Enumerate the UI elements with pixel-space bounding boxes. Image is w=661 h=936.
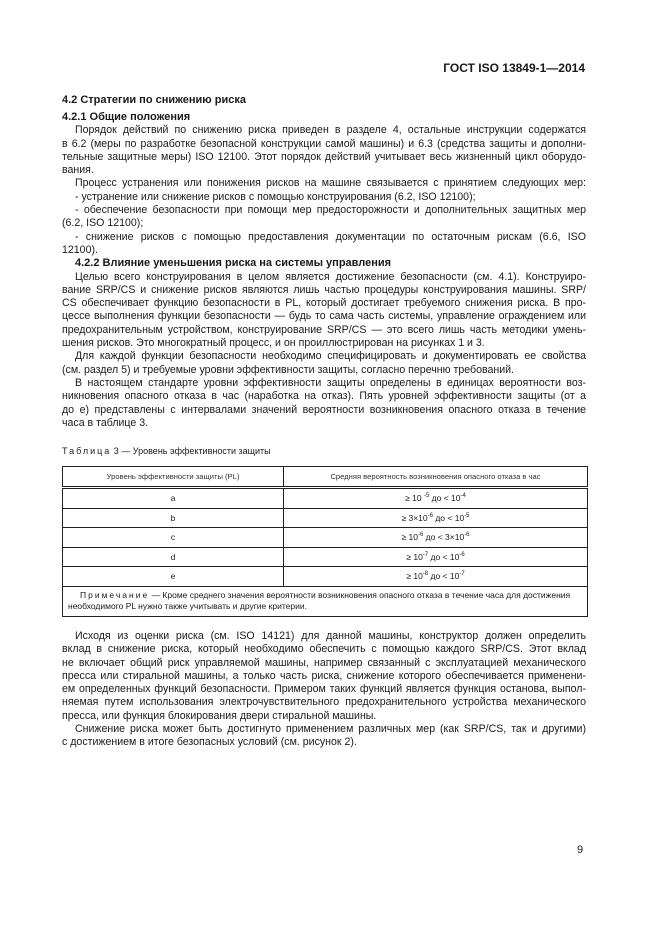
value-text: ≥ 10 <box>406 571 423 582</box>
note-label: Примечание <box>80 589 150 600</box>
table-row <box>63 528 588 548</box>
text-line: (см. раздел 5) и требуемые уровни эффективности защиты, согласно перечню требований. <box>62 363 514 376</box>
text-line: в 6.2 (меры по разработке безопасной конструкции самой машины) и 6.3 (средства защиты и дополни- <box>62 137 586 150</box>
value-text: ≥ 10 <box>405 493 424 504</box>
text-line: Процесс устранения или понижения рисков на машине связывается с принятием следующих мер: <box>75 177 586 190</box>
value-text: до < 10 <box>428 551 460 562</box>
exponent: -7 <box>422 551 429 558</box>
header-pl: Уровень эффективности защиты (PL) <box>63 467 284 488</box>
pl-cell: e <box>63 567 284 587</box>
text-line: тельные защитные меры) ISO 12100. Этот порядок действий учитывает весь жизненный цикл оборудо- <box>62 150 586 163</box>
exponent: -7 <box>459 571 465 578</box>
table-note-row <box>63 586 588 616</box>
probability-cell <box>284 488 588 509</box>
table-caption <box>62 446 271 456</box>
text-line: (6.2, ISO 12100); <box>62 217 144 230</box>
value-text: до < 10 <box>428 571 460 582</box>
pl-cell: b <box>63 508 284 528</box>
probability-cell <box>284 547 588 567</box>
body-text-block <box>62 111 586 430</box>
text-line: - обеспечение безопасности при помощи мер предосторожности и дополнительных защитных мер <box>75 204 586 217</box>
exponent: -6 <box>427 512 433 519</box>
table-row <box>63 488 588 509</box>
exponent: -5 <box>423 493 430 500</box>
text-line: Снижение риска может быть достигнуто применением различных мер (как SRP/CS, так и другими) <box>75 723 586 736</box>
value-text: до < 3×10 <box>423 532 465 543</box>
section-heading: 4.2.1 Общие положения <box>62 111 191 123</box>
text-line: пресса, или функция блокирования двери стиральной машины. <box>62 709 377 722</box>
text-line: няемая путем использования электрочувствительного предохранительного устройства механического <box>62 696 586 709</box>
pl-cell: d <box>63 547 284 567</box>
pl-cell: c <box>63 528 284 548</box>
text-line: ем определенных функций безопасности. Примером таких функций является функция останова, выпол- <box>62 683 586 696</box>
text-line: шения рисков. Это многократный процесс, и он проиллюстрирован на рисунках 1 и 3. <box>62 337 485 350</box>
text-line: с достижением в итоге безопасных условий (см. рисунок 2). <box>62 736 357 749</box>
exponent: -8 <box>422 571 429 578</box>
text-line: вклад в снижение риска, который необходимо обеспечить с помощью каждого SRP/CS. Этот вклад <box>62 643 586 656</box>
text-line: предохранительным устройством, конструирование SRP/CS — это всего лишь часть методики умень- <box>62 323 586 336</box>
document-id-header: ГОСТ ISO 13849-1—2014 <box>443 61 585 75</box>
table-row <box>63 508 588 528</box>
text-line: пресса или стиральной машины, а только часть риска, снижение которого обеспечивается применени- <box>62 669 586 682</box>
caption-title: 3 — Уровень эффективности защиты <box>111 446 271 456</box>
exponent: -5 <box>464 512 470 519</box>
text-line: - устранение или снижение рисков с помощью конструирования (6.2, ISO 12100); <box>75 190 476 203</box>
section-heading: 4.2 Стратегии по снижению риска <box>62 94 246 106</box>
table-row <box>63 567 588 587</box>
value-text: до < 10 <box>429 493 461 504</box>
text-line: вание SRP/CS и снижение рисков являются лишь частью процедуры конструирования машины. SRP/ <box>62 283 586 296</box>
value-text: ≥ 10 <box>406 551 423 562</box>
text-line: часа в таблице 3. <box>62 416 149 429</box>
text-line: не включает общий риск управляемой машины, например связанный с эксплуатацией механического <box>62 656 586 669</box>
exponent: -6 <box>464 532 470 539</box>
table-note <box>63 586 588 616</box>
probability-cell <box>284 528 588 548</box>
value-text: ≥ 10 <box>401 532 418 543</box>
text-line: Порядок действий по снижению риска приведен в разделе 4, остальные инструкции содержатся <box>75 124 586 137</box>
text-line: Исходя из оценки риска (см. ISO 14121) для данной машины, конструктор должен определить <box>75 630 586 642</box>
exponent: -6 <box>459 551 465 558</box>
section-4-2-heading-block <box>62 94 586 107</box>
body-text-block-2 <box>62 630 586 750</box>
probability-cell <box>284 567 588 587</box>
note-text: — Кроме среднего значения вероятности возникновения опасного отказа в течение часа для достижения необходимого PL нужно также учитывать и другие критерии. <box>68 589 571 611</box>
text-line: CS обеспечивает функцию безопасности в PL, который достигает требуемого снижения риска. В про- <box>62 297 586 310</box>
pl-cell: a <box>63 488 284 509</box>
caption-label: Таблица <box>62 446 112 456</box>
exponent: -4 <box>460 493 466 500</box>
value-text: ≥ 3×10 <box>401 512 428 523</box>
text-line: В настоящем стандарте уровни эффективности защиты определены в единицах вероятности воз- <box>75 376 586 389</box>
text-line: - снижение рисков с помощью предоставления документации по остаточным рискам (6.6, ISO <box>75 230 586 243</box>
page-number: 9 <box>577 844 584 856</box>
text-line: до e) представлены с интервалами значений вероятности возникновения опасного отказа в течение <box>62 403 586 416</box>
section-heading: 4.2.2 Влияние уменьшения риска на системы управления <box>75 257 392 270</box>
probability-cell <box>284 508 588 528</box>
text-line: никновения опасного отказа в час (наработка на отказ). Пять уровней эффективности защиты (от a <box>62 390 586 403</box>
text-line: Целью всего конструирования в целом является достижение безопасности (см. 4.1). Конструиро- <box>75 270 586 283</box>
header-probability: Средняя вероятность возникновения опасного отказа в час <box>284 467 588 488</box>
text-line: 12100). <box>62 243 98 256</box>
text-line: вания. <box>62 164 94 177</box>
exponent: -6 <box>417 532 424 539</box>
pl-table <box>62 466 588 617</box>
text-line: Для каждой функции безопасности необходимо специфицировать и документировать ее свойства <box>75 350 586 363</box>
table-row <box>63 547 588 567</box>
table-header-row <box>63 467 588 488</box>
value-text: до < 10 <box>432 512 465 523</box>
text-line: цессе выполнения функции безопасности — будь то сама часть системы, управление ограждением или <box>62 310 586 323</box>
